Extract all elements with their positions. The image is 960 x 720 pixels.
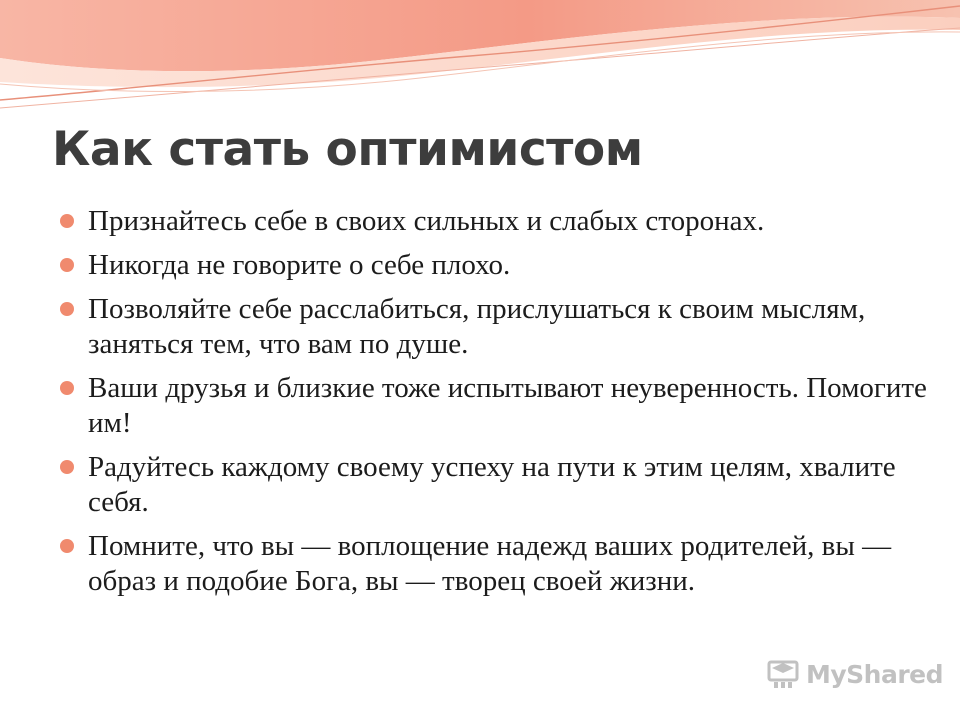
bullet-text: Признайтесь себе в своих сильных и слабых сторонах.	[88, 205, 765, 237]
bullet-dot-icon	[60, 381, 74, 395]
list-item	[88, 450, 928, 520]
mortarboard-icon	[766, 657, 800, 691]
bullet-text: Помните, что вы — воплощение надежд ваших родителей, вы — образ и подобие Бога, вы — творец своей жизни.	[88, 530, 892, 597]
bullet-text: Позволяйте себе расслабиться, прислушаться к своим мыслям, заняться тем, что вам по душе.	[88, 293, 866, 360]
bullet-text: Никогда не говорите о себе плохо.	[88, 249, 511, 281]
bullet-dot-icon	[60, 214, 74, 228]
bullet-list	[88, 204, 928, 608]
list-item	[88, 371, 928, 441]
list-item	[88, 292, 928, 362]
watermark-text: MyShared	[806, 659, 944, 689]
bullet-text: Ваши друзья и близкие тоже испытывают неуверенность. Помогите им!	[88, 372, 927, 439]
bullet-dot-icon	[60, 302, 74, 316]
slide-title: Как стать оптимистом	[52, 122, 643, 177]
bullet-dot-icon	[60, 460, 74, 474]
bullet-dot-icon	[60, 258, 74, 272]
list-item	[88, 529, 928, 599]
myshared-watermark[interactable]	[766, 656, 943, 692]
bullet-text: Радуйтесь каждому своему успеху на пути к этим целям, хвалите себя.	[88, 451, 896, 518]
list-item	[88, 248, 928, 283]
bullet-dot-icon	[60, 539, 74, 553]
list-item	[88, 204, 928, 239]
header-wave-decoration	[0, 0, 960, 130]
